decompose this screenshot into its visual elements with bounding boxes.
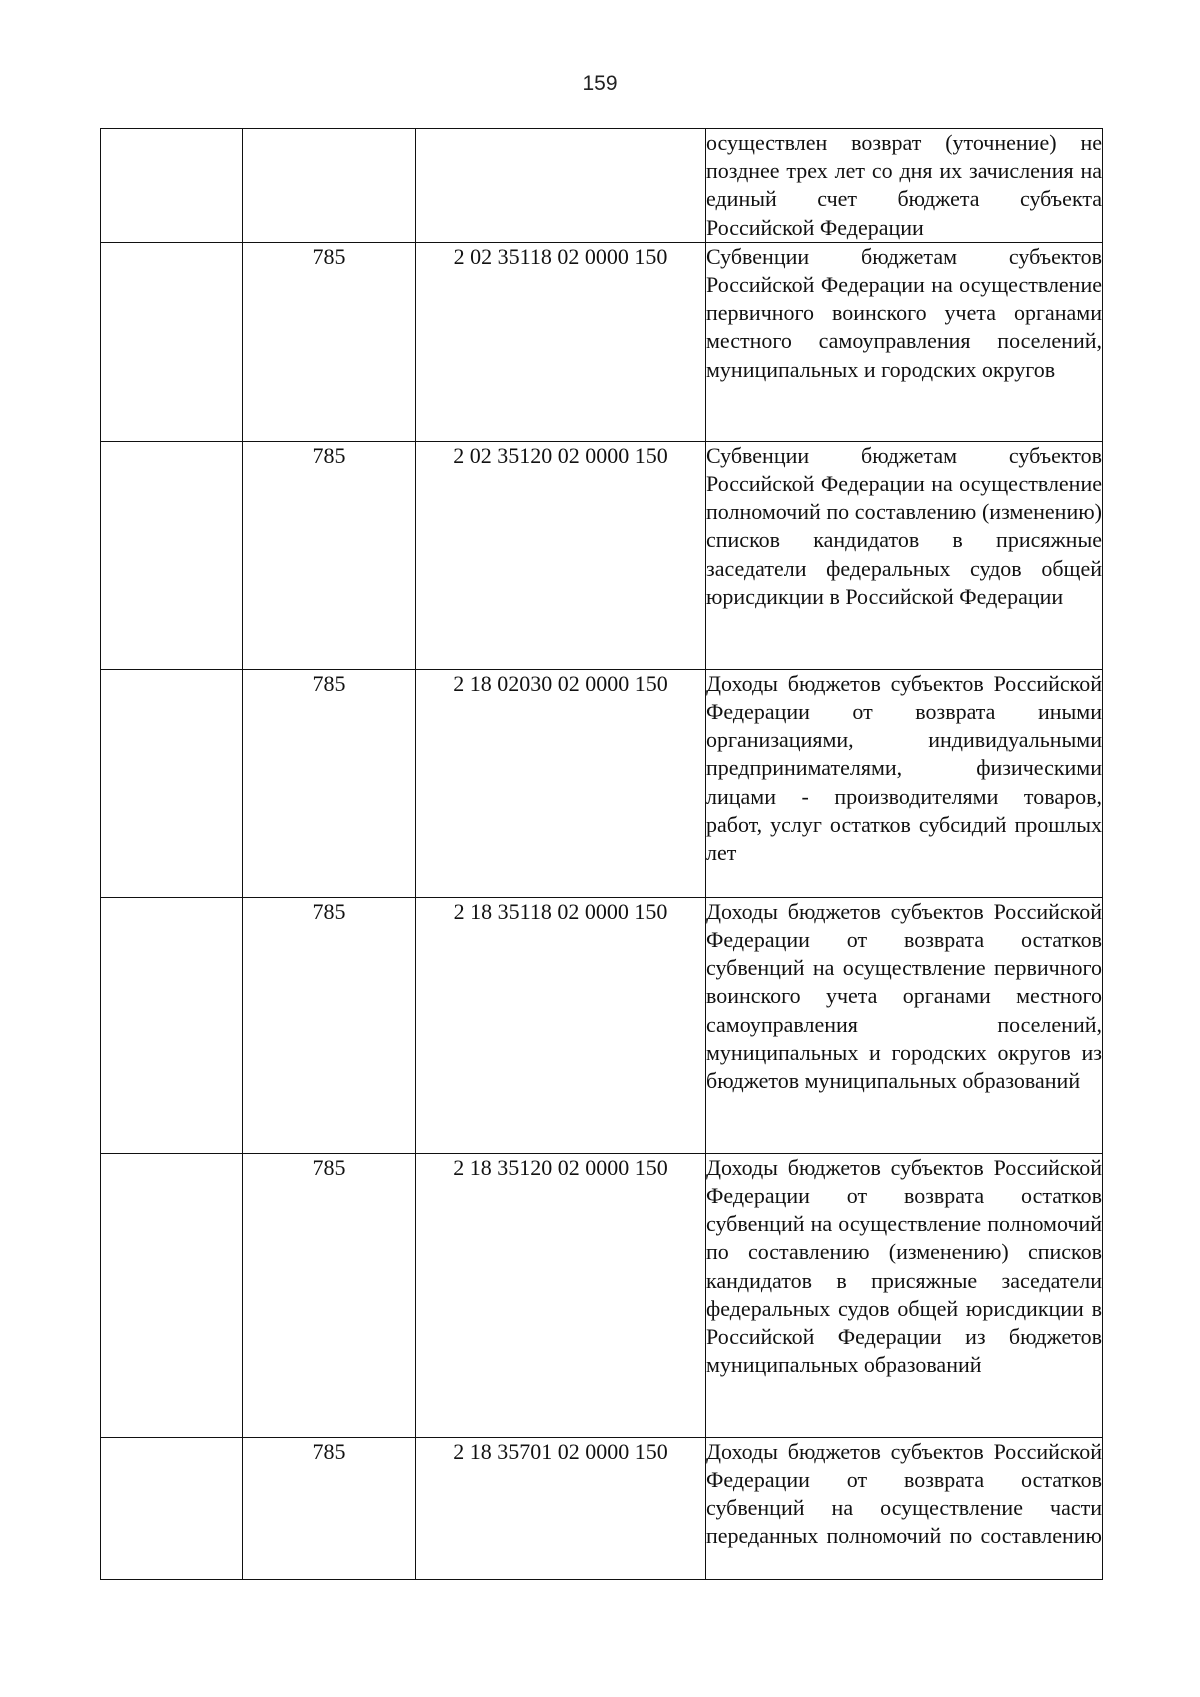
budget-code-cell: 2 18 02030 02 0000 150 <box>416 669 706 897</box>
budget-code-cell: 2 02 35120 02 0000 150 <box>416 441 706 669</box>
description-cell: Доходы бюджетов субъектов Российской Федерации от возврата остатков субвенций на осуществление части переданных полномочий по составлению <box>706 1437 1103 1579</box>
table-cell-blank <box>101 1153 243 1437</box>
description-cell: Субвенции бюджетам субъектов Российской Федерации на осуществление полномочий по составлению (изменению) списков кандидатов в присяжные заседатели федеральных судов общей юрисдикции в Российской Федерации <box>706 441 1103 669</box>
description-cell: Доходы бюджетов субъектов Российской Федерации от возврата иными организациями, индивидуальными предпринимателями, физическими лицами - производителями товаров, работ, услуг остатков субсидий прошлых лет <box>706 669 1103 897</box>
table-cell-blank <box>101 1437 243 1579</box>
table-row <box>101 669 1103 897</box>
description-cell: осуществлен возврат (уточнение) не позднее трех лет со дня их зачисления на единый счет бюджета субъекта Российской Федерации <box>706 129 1103 243</box>
table-row <box>101 242 1103 441</box>
description-cell: Доходы бюджетов субъектов Российской Федерации от возврата остатков субвенций на осуществление полномочий по составлению (изменению) списков кандидатов в присяжные заседатели федеральных судов общей юрисдикции в Российской Федерации из бюджетов муниципальных образований <box>706 1153 1103 1437</box>
budget-code-cell: 2 02 35118 02 0000 150 <box>416 242 706 441</box>
admin-code-cell: 785 <box>243 1437 416 1579</box>
table-cell-blank <box>101 242 243 441</box>
admin-code-cell: 785 <box>243 242 416 441</box>
budget-code-cell <box>416 129 706 243</box>
admin-code-cell: 785 <box>243 1153 416 1437</box>
admin-code-cell: 785 <box>243 441 416 669</box>
table-row <box>101 129 1103 243</box>
table-row <box>101 441 1103 669</box>
description-cell: Субвенции бюджетам субъектов Российской Федерации на осуществление первичного воинского учета органами местного самоуправления поселений, муниципальных и городских округов <box>706 242 1103 441</box>
table-cell-blank <box>101 129 243 243</box>
budget-code-cell: 2 18 35701 02 0000 150 <box>416 1437 706 1579</box>
admin-code-cell: 785 <box>243 669 416 897</box>
table-cell-blank <box>101 441 243 669</box>
budget-codes-table <box>100 128 1103 1580</box>
admin-code-cell: 785 <box>243 897 416 1153</box>
table-cell-blank <box>101 897 243 1153</box>
admin-code-cell <box>243 129 416 243</box>
description-cell: Доходы бюджетов субъектов Российской Федерации от возврата остатков субвенций на осуществление первичного воинского учета органами местного самоуправления поселений, муниципальных и городских округов из бюджетов муниципальных образований <box>706 897 1103 1153</box>
table-cell-blank <box>101 669 243 897</box>
page-number: 159 <box>582 72 618 95</box>
budget-code-cell: 2 18 35120 02 0000 150 <box>416 1153 706 1437</box>
budget-code-cell: 2 18 35118 02 0000 150 <box>416 897 706 1153</box>
table-row <box>101 1153 1103 1437</box>
table-row <box>101 1437 1103 1579</box>
table-row <box>101 897 1103 1153</box>
